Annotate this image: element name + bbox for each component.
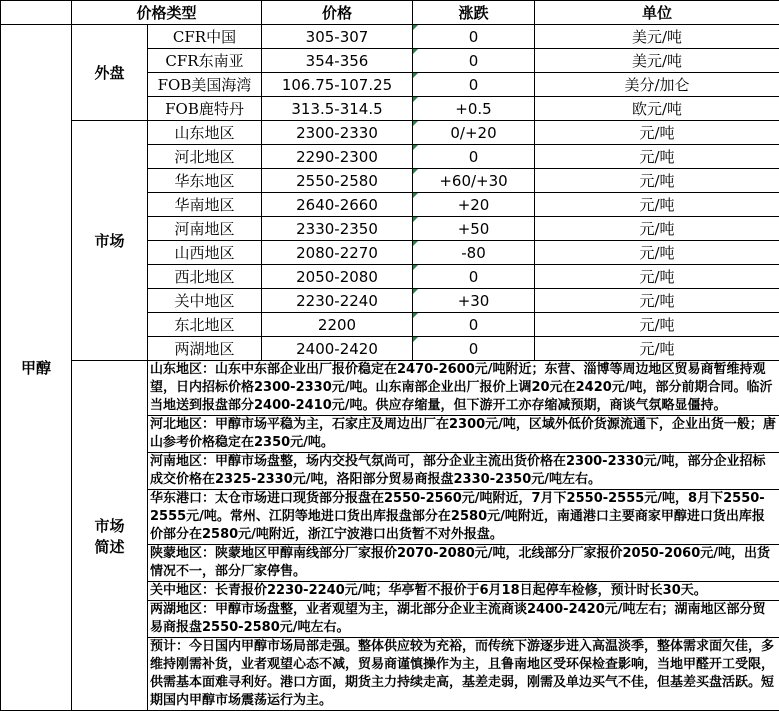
row-unit: 元/吨 <box>535 241 779 265</box>
row-name: FOB美国海湾 <box>148 73 262 97</box>
header-type: 价格类型 <box>72 1 262 25</box>
note-east-china-port: 华东港口：太仓市场进口现货部分报盘在2550-2560元/吨附近，7月下2550-2555元/吨，8月下2550-2555元/吨。常州、江阴等地进口货出库报盘部分在2580元/吨附近，南通港口主要商家甲醇进口货出库报价部分在2580元/吨附近，浙江宁波港口出货暂不对外报盘。 <box>148 490 779 545</box>
row-price: 305-307 <box>262 25 413 49</box>
row-change: 0 <box>413 73 535 97</box>
row-unit: 元/吨 <box>535 337 779 361</box>
note-forecast: 预计：今日国内甲醇市场局部走强。整体供应较为充裕，而传统下游逐步进入高温淡季，整体需求面欠佳，多维持刚需补货，业者观望心态不减，贸易商谨慎操作为主，且鲁南地区受环保检查影响，当地甲醛开工受限，供需基本面难寻利好。港口方面，期货主力持续走高，基差走弱，刚需及单边买气不佳，但基差买盘活跃。短期国内甲醇市场震荡运行为主。 <box>148 638 779 710</box>
summary-label-line1: 市场 <box>75 515 144 536</box>
row-price: 2330-2350 <box>262 217 413 241</box>
row-change: 0 <box>413 145 535 169</box>
row-unit: 美元/吨 <box>535 25 779 49</box>
row-name: 西北地区 <box>148 265 262 289</box>
row-unit: 元/吨 <box>535 313 779 337</box>
row-change: 0/+20 <box>413 121 535 145</box>
row-name: 河南地区 <box>148 217 262 241</box>
table-row <box>1 121 779 145</box>
row-name: 华南地区 <box>148 193 262 217</box>
row-change: +60/+30 <box>413 169 535 193</box>
row-change: +20 <box>413 193 535 217</box>
summary-notes <box>148 361 779 711</box>
row-unit: 元/吨 <box>535 217 779 241</box>
row-unit: 元/吨 <box>535 121 779 145</box>
row-unit: 美分/加仑 <box>535 73 779 97</box>
note-henan: 河南地区：甲醇市场盘整，场内交投气氛尚可，部分企业主流出货价格在2300-2330元/吨，部分企业招标成交价格在2325-2330元/吨，洛阳部分贸易商报盘2330-2350元/吨左右。 <box>148 453 779 490</box>
note-shandong: 山东地区：山东中东部企业出厂报价稳定在2470-2600元/吨附近；东营、淄博等周边地区贸易商暂维持观望，日内招标价格2300-2330元/吨。山东南部企业出厂报价上调20元在2420元/吨，部分前期合同。临沂当地送到报盘部分2400-2410元/吨。供应存缩量，但下游开工亦存缩减预期，商谈气氛略显僵持。 <box>148 361 779 416</box>
row-name: CFR中国 <box>148 25 262 49</box>
row-price: 2300-2330 <box>262 121 413 145</box>
note-guanzhong: 关中地区：长青报价2230-2240元/吨；华亭暂不报价于6月18日起停车检修，预计时长30天。 <box>148 582 779 601</box>
row-unit: 元/吨 <box>535 145 779 169</box>
row-change: 0 <box>413 25 535 49</box>
row-name: 关中地区 <box>148 289 262 313</box>
row-change: 0 <box>413 49 535 73</box>
row-price: 313.5-314.5 <box>262 97 413 121</box>
header-price: 价格 <box>262 1 413 25</box>
header-blank <box>1 1 72 25</box>
row-price: 2200 <box>262 313 413 337</box>
header-row <box>1 1 779 25</box>
note-lianghu: 两湖地区：甲醇市场盘整，业者观望为主，湖北部分企业主流商谈2400-2420元/吨左右；湖南地区部分贸易商报盘2550-2580元/吨左右。 <box>148 601 779 638</box>
group-external: 外盘 <box>72 25 148 121</box>
table-row <box>1 25 779 49</box>
header-change: 涨跌 <box>413 1 535 25</box>
row-change: 0 <box>413 265 535 289</box>
row-change: +30 <box>413 289 535 313</box>
row-price: 2290-2300 <box>262 145 413 169</box>
row-unit: 元/吨 <box>535 193 779 217</box>
summary-row <box>1 361 779 711</box>
row-change: +0.5 <box>413 97 535 121</box>
row-name: CFR东南亚 <box>148 49 262 73</box>
row-name: 山东地区 <box>148 121 262 145</box>
row-unit: 元/吨 <box>535 265 779 289</box>
row-unit: 美元/吨 <box>535 49 779 73</box>
product-name: 甲醇 <box>1 25 72 711</box>
note-hebei: 河北地区：甲醇市场平稳为主，石家庄及周边出厂在2300元/吨，区域外低价货源流通下，企业出货一般；唐山参考价格稳定在2350元/吨。 <box>148 416 779 453</box>
row-name: FOB鹿特丹 <box>148 97 262 121</box>
row-name: 河北地区 <box>148 145 262 169</box>
row-change: +50 <box>413 217 535 241</box>
row-name: 山西地区 <box>148 241 262 265</box>
header-unit: 单位 <box>535 1 779 25</box>
row-change: 0 <box>413 313 535 337</box>
note-shaanxi-inner-mongolia: 陕蒙地区：陕蒙地区甲醇南线部分厂家报价2070-2080元/吨，北线部分厂家报价2050-2060元/吨，出货情况不一，部分厂家停售。 <box>148 545 779 582</box>
row-change: -80 <box>413 241 535 265</box>
summary-label-line2: 简述 <box>75 536 144 557</box>
row-change: 0 <box>413 337 535 361</box>
row-name: 华东地区 <box>148 169 262 193</box>
row-price: 2640-2660 <box>262 193 413 217</box>
row-price: 2080-2270 <box>262 241 413 265</box>
row-price: 2230-2240 <box>262 289 413 313</box>
row-unit: 元/吨 <box>535 289 779 313</box>
row-unit: 欧元/吨 <box>535 97 779 121</box>
row-price: 2050-2080 <box>262 265 413 289</box>
row-price: 2550-2580 <box>262 169 413 193</box>
row-price: 2400-2420 <box>262 337 413 361</box>
row-price: 354-356 <box>262 49 413 73</box>
row-unit: 元/吨 <box>535 169 779 193</box>
row-price: 106.75-107.25 <box>262 73 413 97</box>
group-summary <box>72 361 148 711</box>
row-name: 东北地区 <box>148 313 262 337</box>
row-name: 两湖地区 <box>148 337 262 361</box>
group-market: 市场 <box>72 121 148 361</box>
